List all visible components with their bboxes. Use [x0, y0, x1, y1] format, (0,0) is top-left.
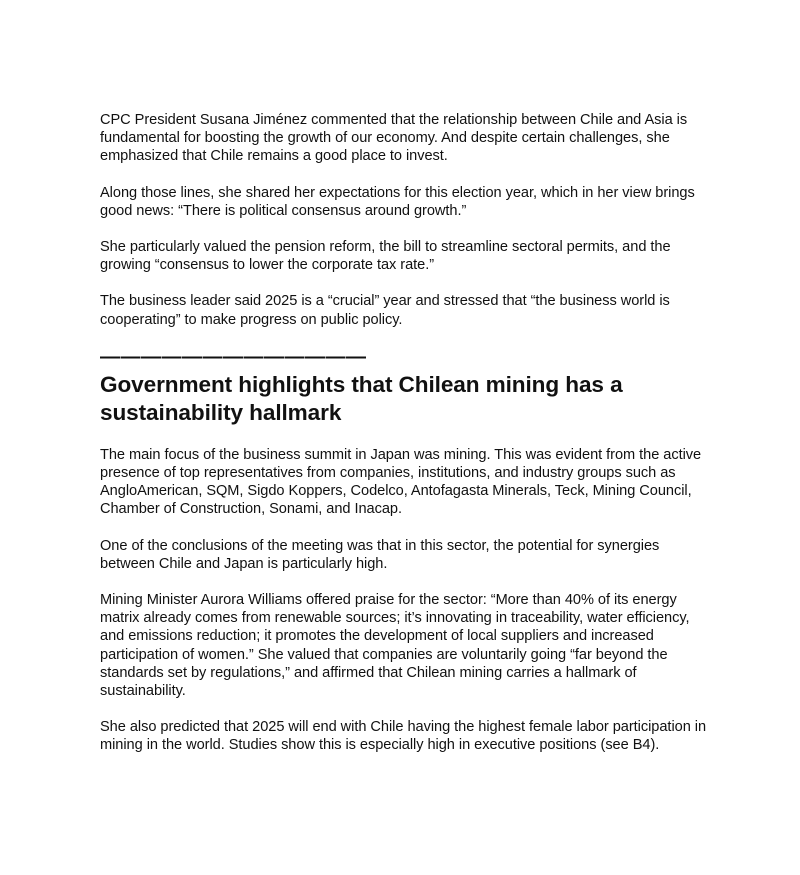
section-paragraph-2: One of the conclusions of the meeting was that in this sector, the potential for synergies between Chile and Japan is particularly high. [100, 537, 660, 572]
intro-paragraph-1: CPC President Susana Jiménez commented that the relationship between Chile and Asia is fundamental for boosting the growth of our economy. And despite certain challenges, she emphasized that Chile remains a good place to invest. [100, 112, 688, 165]
section-paragraph-1: The main focus of the business summit in Japan was mining. This was evident from the active presence of top representatives from companies, institutions, and industry groups such as AngloAmerican, SQM, Sigdo Koppers, Codelco, Antofagasta Minerals, Teck, Mining Council, Chamber of Construction, Sonami, and Inacap. [100, 446, 702, 518]
intro-paragraph-3: She particularly valued the pension reform, the bill to streamline sectoral permits, and the growing “consensus to lower the corporate tax rate.” [100, 239, 671, 274]
intro-paragraph-2: Along those lines, she shared her expectations for this election year, which in her view brings good news: “There is political consensus around growth.” [100, 184, 695, 219]
intro-paragraph-4: The business leader said 2025 is a “crucial” year and stressed that “the business world is cooperating” to make progress on public policy. [100, 293, 670, 328]
section-divider: ————————————— [100, 345, 367, 368]
section-paragraph-4: She also predicted that 2025 will end with Chile having the highest female labor participation in mining in the world. Studies show this is especially high in executive positions (see B4). [100, 719, 707, 754]
section-heading: Government highlights that Chilean mining has a sustainability hallmark [100, 371, 623, 426]
section-paragraph-3: Mining Minister Aurora Williams offered praise for the sector: “More than 40% of its energy matrix already comes from renewable sources; it’s innovating in traceability, water efficiency, and emissions reduction; it promotes the development of local suppliers and increased participation of women.” She valued that companies are voluntarily going “far beyond the standards set by regulations,” and affirmed that Chilean mining carries a hallmark of sustainability. [100, 592, 690, 700]
article-body [100, 111, 710, 773]
